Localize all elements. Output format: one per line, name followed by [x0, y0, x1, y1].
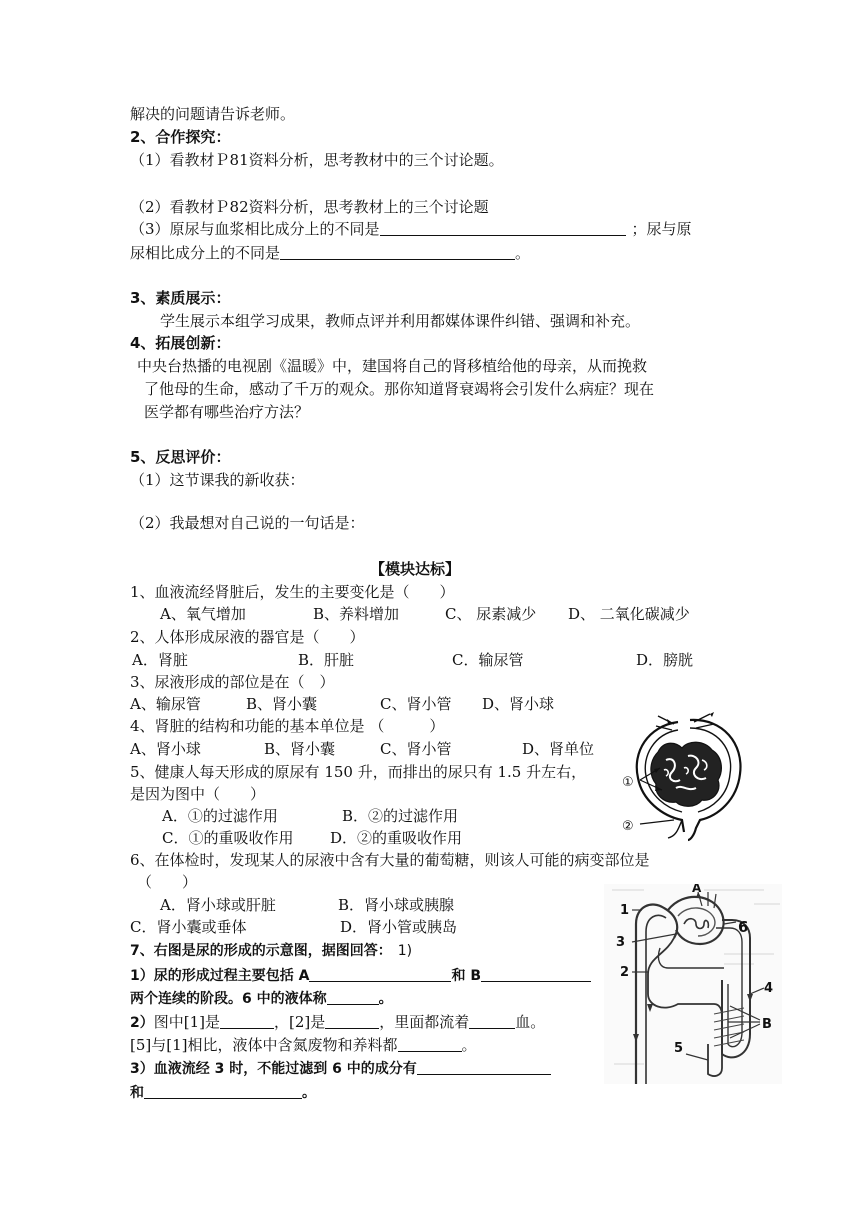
q1-option-a[interactable]: A、氧气增加 [160, 605, 246, 623]
q6-option-b[interactable]: B．肾小球或胰腺 [338, 896, 455, 914]
q1-option-d[interactable]: D、 二氧化碳减少 [568, 605, 690, 623]
section-heading-cooperate: 2、合作探究： [130, 128, 231, 146]
s5-question-2: （2）我最想对自己说的一句话是： [130, 514, 365, 532]
s2-q3-part3: 尿相比成分上的不同是 [130, 244, 281, 262]
q4-option-b[interactable]: B、肾小囊 [264, 740, 336, 758]
q7-part-1 [130, 966, 591, 986]
urine-formation-figure [604, 884, 782, 1084]
q7-3-text-a: 3）血液流经 3 时，不能过滤到 6 中的成分有 [130, 1061, 417, 1077]
figure2-label-b: B [762, 1017, 772, 1032]
q5-option-a[interactable]: A．①的过滤作用 [162, 807, 278, 825]
answer-blank-component-2[interactable] [144, 1083, 302, 1099]
s2-question-2: （2）看教材Ｐ82资料分析，思考教材上的三个讨论题 [130, 198, 489, 216]
q6-option-c[interactable]: C．肾小囊或垂体 [130, 918, 247, 936]
section-heading-extend: 4、拓展创新： [130, 334, 231, 352]
section-heading-display: 3、素质展示： [130, 289, 231, 307]
q7-3-text-b: 和 [130, 1085, 144, 1101]
q5-option-c[interactable]: C．①的重吸收作用 [162, 829, 294, 847]
q7-1-text-c: 两个连续的阶段。6 中的液体称 [130, 991, 327, 1007]
figure2-label-a: A [692, 884, 702, 895]
quiz-question-6: 6、在体检时，发现某人的尿液中含有大量的葡萄糖，则该人可能的病变部位是 [130, 851, 650, 869]
q4-option-d[interactable]: D、肾单位 [522, 740, 595, 758]
q7-3-text-c: 。 [302, 1085, 316, 1101]
figure2-label-3: 3 [616, 935, 626, 950]
q7-2-text-g: 。 [461, 1036, 477, 1054]
s2-q3-part1: （3）原尿与血浆相比成分上的不同是 [130, 220, 380, 238]
s2-question-1: （1）看教材Ｐ81资料分析，思考教材中的三个讨论题。 [130, 151, 504, 169]
answer-blank-part-1[interactable] [220, 1013, 274, 1029]
q5-option-b[interactable]: B．②的过滤作用 [342, 807, 459, 825]
answer-blank-process-b[interactable] [481, 966, 591, 982]
answer-blank-component-1[interactable] [417, 1059, 551, 1075]
q6-option-d[interactable]: D．肾小管或胰岛 [340, 918, 458, 936]
q7-part-1-cont [130, 989, 393, 1009]
q7-1-text-a: 1）尿的形成过程主要包括 A [130, 968, 310, 984]
q4-option-a[interactable]: A、肾小球 [130, 740, 201, 758]
q2-option-c[interactable]: C．输尿管 [452, 651, 524, 669]
q7-part-2-cont [130, 1035, 477, 1055]
s2-q3-part2: ；尿与原 [631, 220, 692, 238]
q2-option-a[interactable]: A．肾脏 [132, 651, 188, 669]
intro-tail: 解决的问题请告诉老师。 [130, 105, 296, 123]
glomerulus-figure [618, 712, 750, 842]
s2-question-3-cont [130, 243, 530, 263]
q7-2-text-e: 血。 [515, 1013, 546, 1031]
q7-part-3 [130, 1059, 551, 1079]
module-title: 【模块达标】 [370, 560, 461, 578]
q1-option-c[interactable]: C、 尿素减少 [445, 605, 537, 623]
q3-option-c[interactable]: C、肾小管 [380, 695, 452, 713]
q7-1-text-d: 。 [378, 991, 393, 1007]
figure1-label-1: ① [622, 775, 634, 790]
answer-blank-urine-diff[interactable] [280, 244, 515, 260]
figure2-label-2: 2 [620, 965, 630, 980]
q3-option-a[interactable]: A、输尿管 [130, 695, 201, 713]
quiz-question-2: 2、人体形成尿液的器官是（ ） [130, 628, 365, 646]
q7-2-text-f: [5]与[1]相比，液体中含氮废物和养料都 [130, 1036, 398, 1054]
q3-option-d[interactable]: D、肾小球 [482, 695, 555, 713]
s5-question-1: （1）这节课我的新收获： [130, 471, 305, 489]
s2-question-3 [130, 219, 692, 239]
q7-2-number: 2） [130, 1015, 154, 1031]
quiz-question-3: 3、尿液形成的部位是在（ ） [130, 673, 335, 691]
s2-q3-part4: 。 [515, 244, 531, 262]
q7-2-text-c: ，[2]是 [274, 1013, 326, 1031]
q2-option-d[interactable]: D．膀胱 [636, 651, 694, 669]
answer-blank-process-a[interactable] [309, 966, 451, 982]
quiz-question-4: 4、肾脏的结构和功能的基本单位是 （ ） [130, 717, 445, 735]
q4-option-c[interactable]: C、肾小管 [380, 740, 452, 758]
s4-line-2: 了他母的生命，感动了千万的观众。那你知道肾衰竭将会引发什么病症？现在 [144, 380, 655, 398]
s3-text: 学生展示本组学习成果，教师点评并利用都媒体课件纠错、强调和补充。 [160, 312, 641, 330]
figure2-label-5: 5 [674, 1041, 684, 1056]
q7-part-2 [130, 1012, 545, 1033]
answer-blank-liquid-6[interactable] [327, 989, 379, 1005]
figure2-label-6: 6 [738, 918, 749, 936]
quiz-question-5-cont: 是因为图中（ ） [130, 785, 266, 803]
quiz-question-6-cont: （ ） [137, 873, 198, 891]
q7-subtag: 1) [397, 943, 413, 959]
figure2-label-1: 1 [620, 903, 630, 918]
figure1-label-2: ② [622, 819, 634, 834]
answer-blank-plasma-diff[interactable] [380, 220, 626, 236]
s4-line-1: 中央台热播的电视剧《温暖》中，建国将自己的肾移植给他的母亲，从而挽救 [137, 357, 648, 375]
q7-2-text-b: 图中[1]是 [153, 1013, 220, 1031]
q1-option-b[interactable]: B、养料增加 [313, 605, 400, 623]
quiz-question-1: 1、血液流经肾脏后，发生的主要变化是（ ） [130, 583, 455, 601]
figure2-label-4: 4 [764, 981, 774, 996]
q5-option-d[interactable]: D．②的重吸收作用 [330, 829, 463, 847]
q7-2-text-d: ，里面都流着 [379, 1013, 470, 1031]
q3-option-b[interactable]: B、肾小囊 [246, 695, 318, 713]
q7-1-text-b: 和 B [451, 968, 481, 984]
answer-blank-change[interactable] [398, 1036, 462, 1052]
section-heading-reflect: 5、反思评价： [130, 448, 231, 466]
quiz-question-5: 5、健康人每天形成的原尿有 150 升，而排出的尿只有 1.5 升左右， [130, 763, 587, 781]
q6-option-a[interactable]: A．肾小球或肝脏 [160, 896, 276, 914]
q7-stem: 7、右图是尿的形成的示意图，据图回答： [130, 943, 392, 959]
answer-blank-blood-type[interactable] [469, 1013, 515, 1029]
q7-part-3-cont [130, 1083, 316, 1103]
q2-option-b[interactable]: B．肝脏 [298, 651, 355, 669]
quiz-question-7 [130, 941, 412, 961]
answer-blank-part-2[interactable] [325, 1013, 379, 1029]
s4-line-3: 医学都有哪些治疗方法？ [144, 403, 310, 421]
